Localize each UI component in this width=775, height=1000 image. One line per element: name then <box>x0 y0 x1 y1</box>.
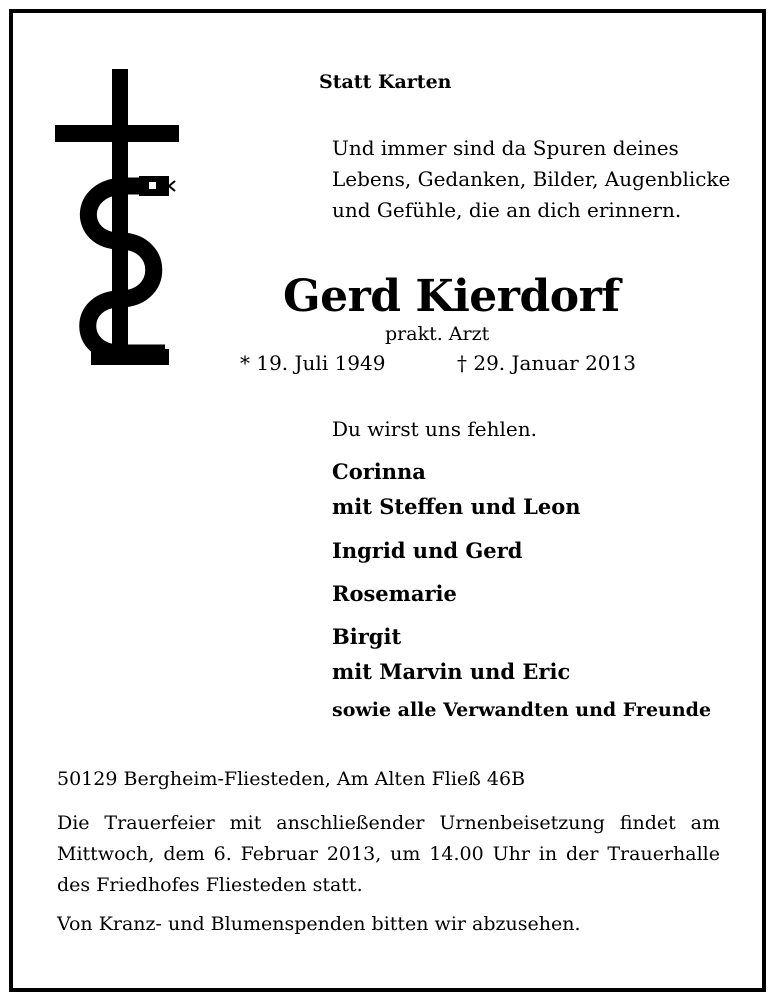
family-group <box>332 454 581 524</box>
family-line: Birgit <box>332 624 402 649</box>
obituary-frame <box>9 9 766 992</box>
quote-line: Und immer sind da Spuren deines <box>332 136 679 160</box>
death-date: † 29. Januar 2013 <box>457 351 636 375</box>
donations-note: Von Kranz- und Blumenspenden bitten wir abzusehen. <box>57 913 581 935</box>
address: 50129 Bergheim-Fliesteden, Am Alten Fließ 46B <box>57 768 526 790</box>
birth-date: * 19. Juli 1949 <box>240 351 386 375</box>
family-line: Corinna <box>332 459 426 484</box>
farewell-text: Du wirst uns fehlen. <box>332 417 537 441</box>
quote-line: und Gefühle, die an dich erinnern. <box>332 198 682 222</box>
memorial-quote <box>332 133 730 226</box>
family-line: Ingrid und Gerd <box>332 538 523 563</box>
quote-line: Lebens, Gedanken, Bilder, Augenblicke <box>332 167 731 191</box>
family-line: Rosemarie <box>332 581 457 606</box>
cross-with-serpent-icon <box>55 69 180 376</box>
deceased-profession: prakt. Arzt <box>385 323 490 345</box>
family-group <box>332 619 570 689</box>
statt-karten-heading: Statt Karten <box>319 71 452 93</box>
family-line: mit Steffen und Leon <box>332 494 581 519</box>
deceased-name: Gerd Kierdorf <box>283 271 620 322</box>
relatives-line: sowie alle Verwandten und Freunde <box>332 699 712 721</box>
family-line: mit Marvin und Eric <box>332 659 571 684</box>
ceremony-details: Die Trauerfeier mit anschließender Urnenbeisetzung findet am Mittwoch, dem 6. Februar 2013, um 14.00 Uhr in der Trauerhalle des Friedhofes Fliesteden statt. <box>57 812 720 896</box>
